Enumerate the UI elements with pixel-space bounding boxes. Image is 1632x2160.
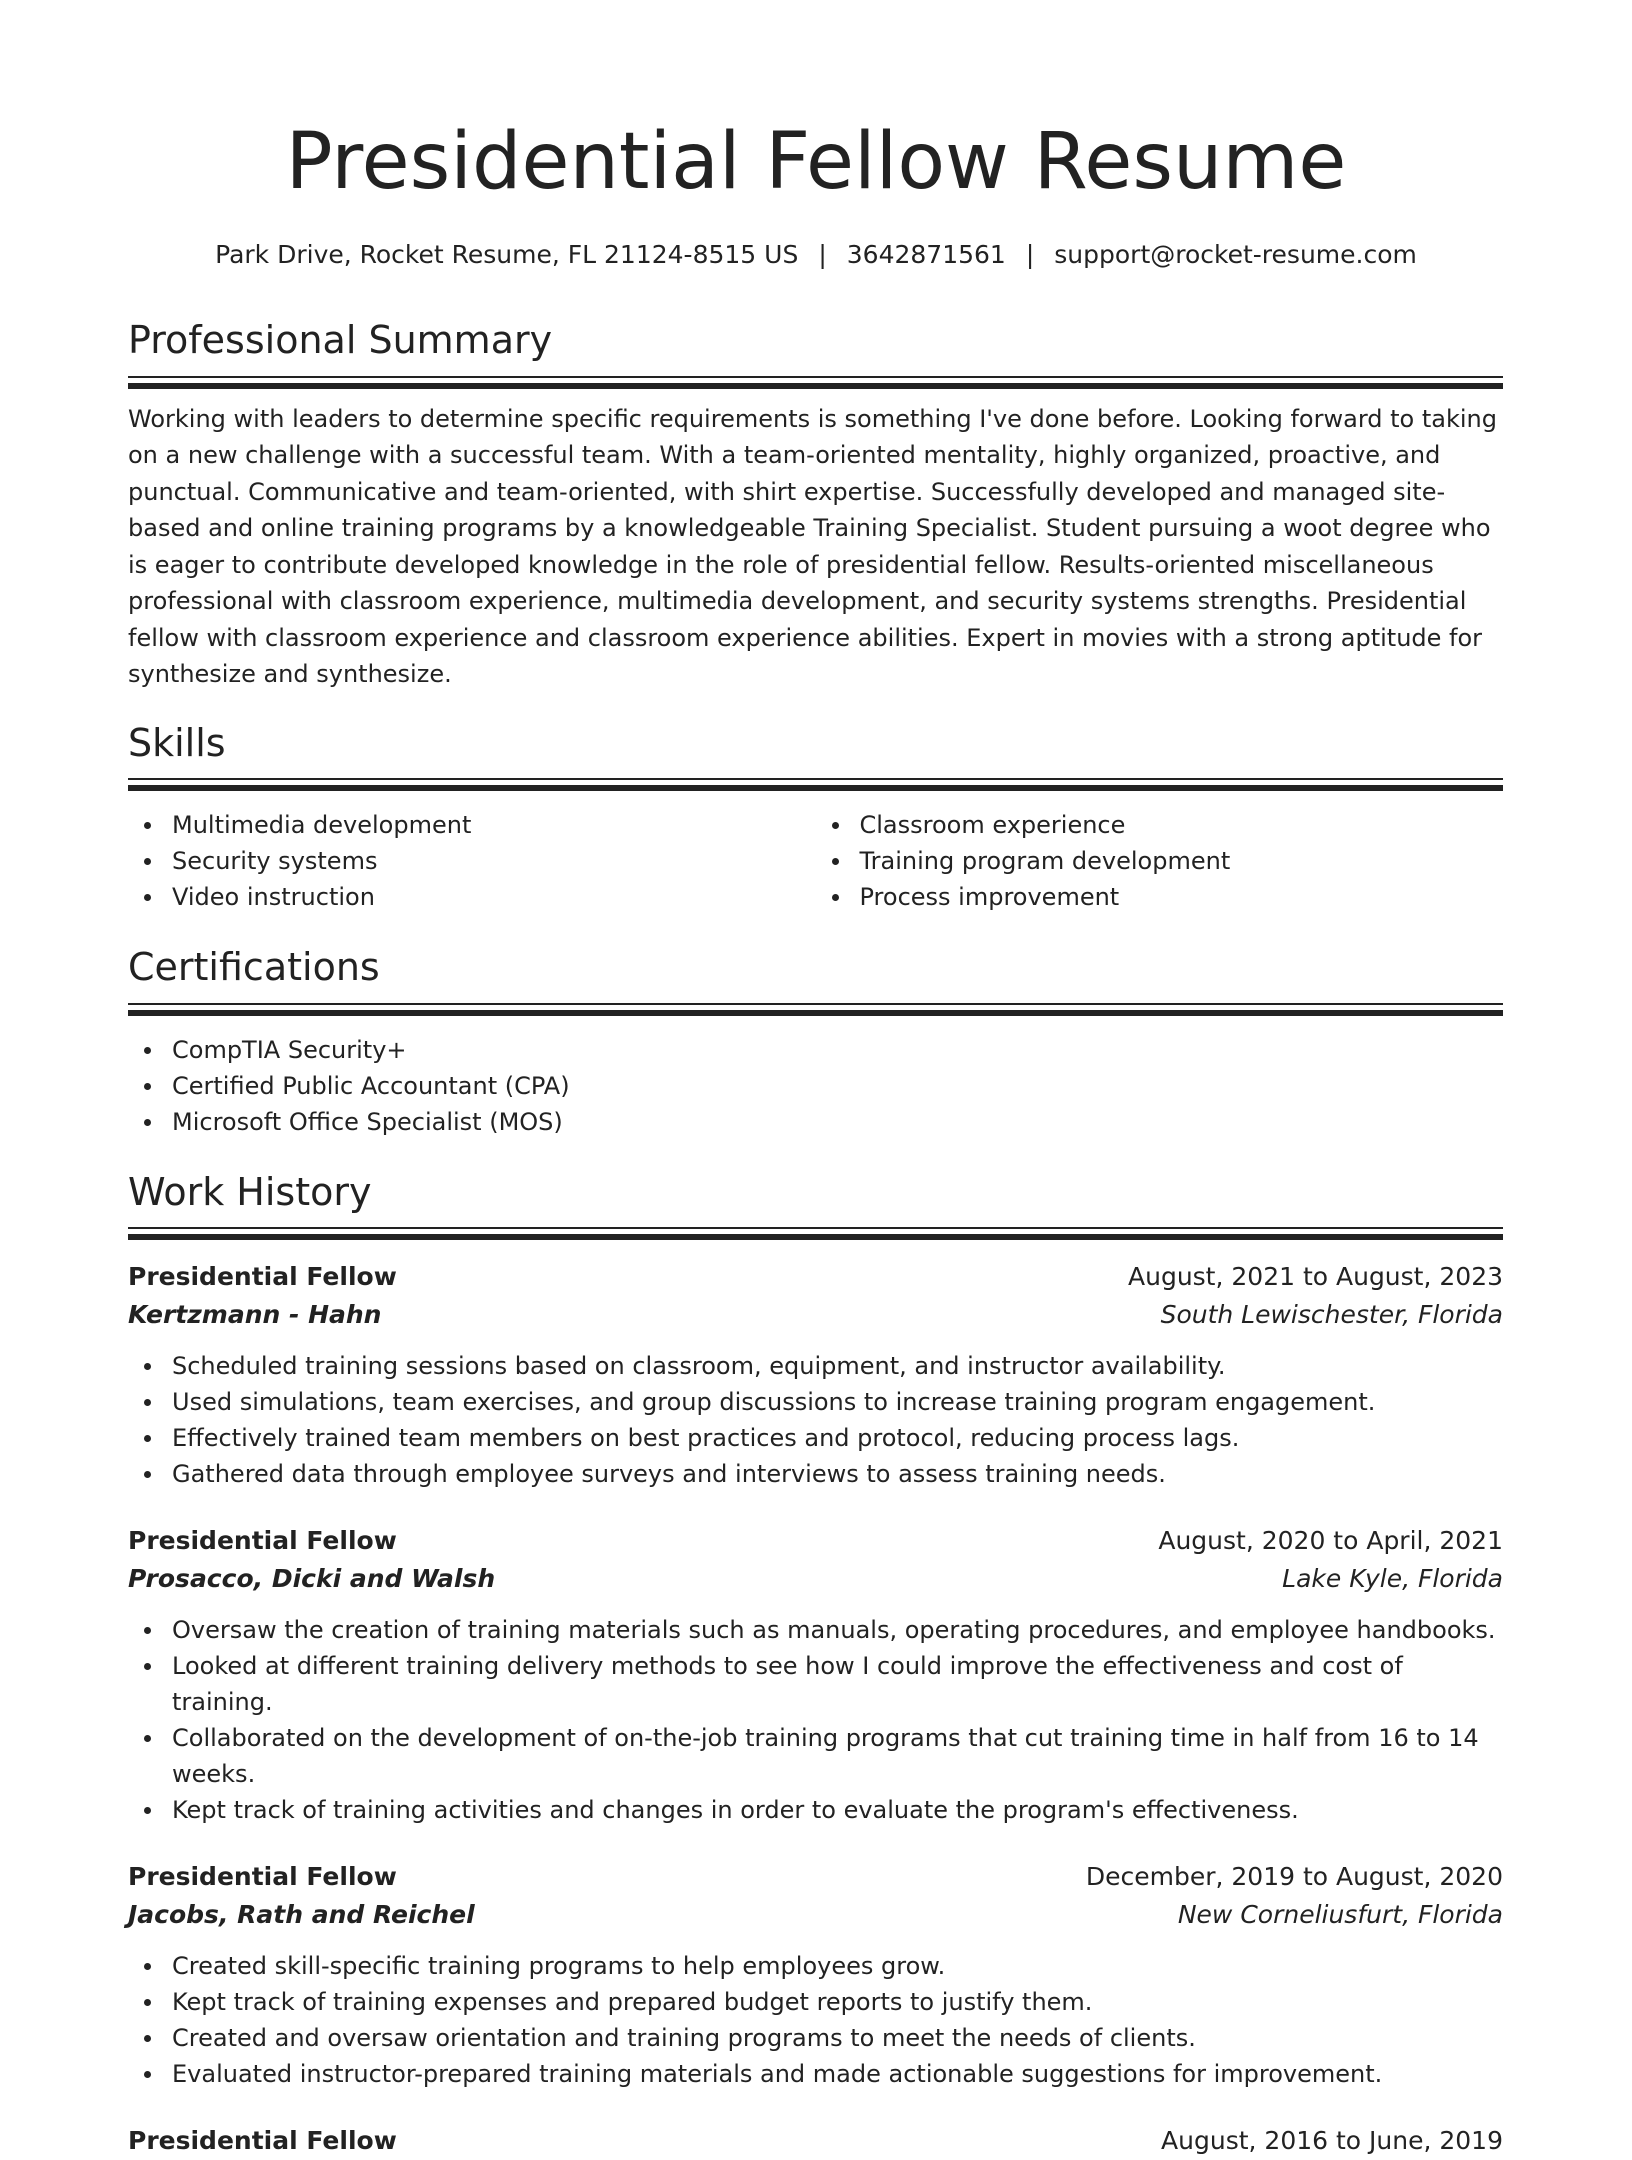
job-duty-item: Effectively trained team members on best practices and protocol, reducing process lags.	[128, 1420, 1503, 1456]
contact-email: support@rocket-resume.com	[1054, 240, 1417, 269]
section-divider	[128, 778, 1503, 780]
certification-item: CompTIA Security+	[128, 1032, 1503, 1068]
job-duty-item: Collaborated on the development of on-the-job training programs that cut training time in half from 16 to 14 weeks.	[128, 1720, 1503, 1792]
job-company-row	[128, 1896, 1503, 1934]
job-entry	[128, 2122, 1503, 2160]
job-header-row	[128, 1258, 1503, 1296]
job-duty-item: Gathered data through employee surveys and interviews to assess training needs.	[128, 1456, 1503, 1492]
job-header-row	[128, 2122, 1503, 2160]
job-location: New Corneliusfurt, Florida	[1177, 1900, 1503, 1930]
certifications-list	[128, 1032, 1503, 1140]
skills-section	[128, 721, 1503, 916]
job-location: South Lewischester, Florida	[1160, 1300, 1503, 1330]
summary-text: Working with leaders to determine specific requirements is something I've done before. Looking forward to taking on a new challenge with a successful team. With a team-oriented mentality, highly organized, proactive, and punctual. Communicative and team-oriented, with shirt expertise. Successfully developed and managed site-based and online training programs by a knowledgeable Training Specialist. Student pursuing a woot degree who is eager to contribute developed knowledge in the role of presidential fellow. Results-oriented miscellaneous professional with classroom experience, multimedia development, and security systems strengths. Presidential fellow with classroom experience and classroom experience abilities. Expert in movies with a strong aptitude for synthesize and synthesize.	[128, 404, 1497, 689]
job-dates: August, 2016 to June, 2019	[1161, 2126, 1503, 2156]
skill-item: Multimedia development	[128, 807, 816, 843]
section-divider	[128, 1227, 1503, 1229]
work-history-heading: Work History	[128, 1169, 372, 1214]
section-divider	[128, 1010, 1503, 1016]
job-duty-item: Kept track of training activities and changes in order to evaluate the program's effectiveness.	[128, 1792, 1503, 1828]
section-divider	[128, 383, 1503, 389]
job-duty-item: Oversaw the creation of training materials such as manuals, operating procedures, and employee handbooks.	[128, 1612, 1503, 1648]
job-duty-item: Kept track of training expenses and prepared budget reports to justify them.	[128, 1984, 1503, 2020]
job-company: Jacobs, Rath and Reichel	[128, 1900, 475, 1930]
skills-column-right	[816, 807, 1504, 915]
skills-heading: Skills	[128, 720, 226, 765]
job-duties-list	[128, 1348, 1503, 1492]
job-duty-item: Evaluated instructor-prepared training materials and made actionable suggestions for improvement.	[128, 2056, 1503, 2092]
contact-phone: 3642871561	[846, 240, 1006, 269]
job-duty-item: Used simulations, team exercises, and group discussions to increase training program engagement.	[128, 1384, 1503, 1420]
job-company: Kertzmann - Hahn	[128, 1300, 382, 1330]
job-company: Prosacco, Dicki and Walsh	[128, 1564, 496, 1594]
skills-grid	[128, 807, 1503, 915]
job-company-row	[128, 1560, 1503, 1598]
job-duty-item: Created skill-specific training programs to help employees grow.	[128, 1948, 1503, 1984]
skills-list-right	[816, 807, 1504, 915]
job-title: Presidential Fellow	[128, 1862, 397, 1892]
summary-section	[128, 318, 1503, 693]
skill-item: Video instruction	[128, 879, 816, 915]
job-title: Presidential Fellow	[128, 2126, 397, 2156]
job-title: Presidential Fellow	[128, 1526, 397, 1556]
job-dates: December, 2019 to August, 2020	[1085, 1862, 1503, 1892]
job-duty-item: Created and oversaw orientation and training programs to meet the needs of clients.	[128, 2020, 1503, 2056]
section-divider	[128, 1003, 1503, 1005]
skill-item: Classroom experience	[816, 807, 1504, 843]
certification-item: Certified Public Accountant (CPA)	[128, 1068, 1503, 1104]
job-duty-item: Scheduled training sessions based on classroom, equipment, and instructor availability.	[128, 1348, 1503, 1384]
summary-heading: Professional Summary	[128, 318, 553, 362]
job-dates: August, 2020 to April, 2021	[1158, 1526, 1503, 1556]
job-title: Presidential Fellow	[128, 1262, 397, 1292]
skill-item: Process improvement	[816, 879, 1504, 915]
skill-item: Security systems	[128, 843, 816, 879]
resume-body	[128, 318, 1503, 2160]
resume-title: Presidential Fellow Resume	[285, 117, 1347, 207]
contact-separator: |	[1025, 240, 1035, 269]
job-header-row	[128, 1522, 1503, 1560]
job-location: Lake Kyle, Florida	[1282, 1564, 1503, 1594]
contact-separator: |	[818, 240, 827, 269]
section-divider	[128, 1234, 1503, 1240]
job-entry	[128, 1258, 1503, 1492]
job-entry	[128, 1858, 1503, 2092]
certification-item: Microsoft Office Specialist (MOS)	[128, 1104, 1503, 1140]
skill-item: Training program development	[816, 843, 1504, 879]
job-duty-item: Looked at different training delivery methods to see how I could improve the effectiveness and cost of training.	[128, 1648, 1503, 1720]
job-duties-list	[128, 1612, 1503, 1828]
skills-list-left	[128, 807, 816, 915]
skills-column-left	[128, 807, 816, 915]
section-divider	[128, 785, 1503, 791]
job-entry	[128, 1522, 1503, 1828]
certifications-section	[128, 945, 1503, 1140]
certifications-heading: Certifications	[128, 945, 380, 990]
section-divider	[128, 376, 1503, 378]
job-header-row	[128, 1858, 1503, 1896]
job-company-row	[128, 1296, 1503, 1334]
job-dates: August, 2021 to August, 2023	[1128, 1262, 1503, 1292]
contact-address: Park Drive, Rocket Resume, FL 21124-8515 US	[215, 240, 799, 269]
job-duties-list	[128, 1948, 1503, 2092]
work-history-section	[128, 1170, 1503, 2160]
contact-line	[0, 240, 1632, 269]
